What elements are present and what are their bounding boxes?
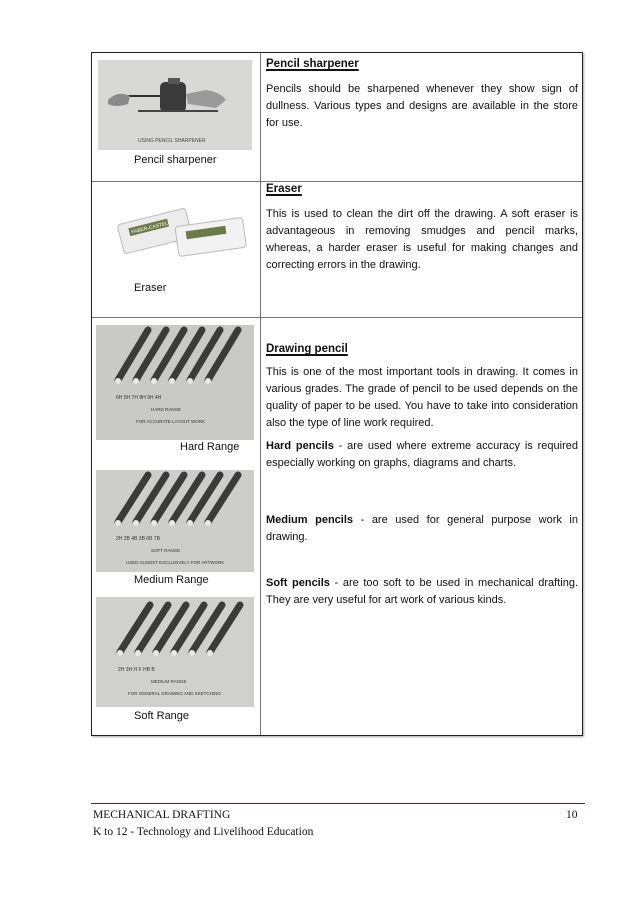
medium-range-photo: [96, 470, 254, 572]
soft-pencils-text: - are too soft to be used in mechanical drafting. They are very useful for art work of various kinds.: [266, 577, 578, 606]
pencil-sharpener-photo: [98, 60, 252, 150]
medium-pencils-description: [266, 512, 578, 546]
hard-range-photo: [96, 325, 254, 440]
medium-grades: 2H 2B 4B 3B 6B 7B: [116, 536, 160, 542]
eraser-title: Eraser: [266, 183, 302, 195]
footer-program: K to 12 - Technology and Livelihood Education: [93, 826, 314, 838]
soft-grades: 2H 3H H F HB B: [118, 667, 155, 673]
sharpener-caption: Pencil sharpener: [134, 154, 217, 166]
eraser-caption: Eraser: [134, 282, 167, 294]
soft-range-photo: [96, 597, 254, 707]
column-divider: [260, 53, 261, 735]
eraser-photo: [110, 192, 250, 268]
drawing-pencil-title: Drawing pencil: [266, 343, 348, 355]
footer-rule: [91, 803, 585, 804]
medium-pencils-term: Medium pencils: [266, 514, 354, 526]
hard-photo-label: HARD RANGE: [151, 407, 182, 412]
hard-pencils-description: [266, 438, 578, 472]
sharpener-description: Pencils should be sharpened whenever they show sign of dullness. Various types and designs are available in the store for use.: [266, 83, 578, 129]
soft-pencils-description: [266, 575, 578, 609]
soft-photo-label: MEDIUM RANGE: [151, 679, 187, 684]
eraser-photo-text: FABER-CASTELL: [130, 220, 172, 236]
medium-pencils-text: - are used for general purpose work in drawing.: [266, 514, 578, 543]
hard-photo-sub: FOR ACCURATE LAYOUT WORK: [136, 419, 206, 424]
soft-pencils-term: Soft pencils: [266, 577, 330, 589]
row-divider: [92, 317, 582, 318]
footer-subject: MECHANICAL DRAFTING: [93, 809, 231, 821]
medium-photo-sub: USED ALMOST EXCLUSIVELY FOR ARTWORK: [126, 560, 225, 565]
row-divider: [92, 181, 582, 182]
hard-range-caption: Hard Range: [180, 441, 240, 453]
eraser-description: This is used to clean the dirt off the drawing. A soft eraser is advantageous in removing smudges and pencil marks, whereas, a harder eraser is useful for making changes and correcting errors in the drawing.: [266, 208, 578, 271]
sharpener-photo-text: USING PENCIL SHARPENER: [138, 138, 206, 144]
drawing-pencil-description: This is one of the most important tools in drawing. It comes in various grades. The grade of pencil to be used depends on the quality of paper to be used. You have to take into consideration also the type of line work required.: [266, 366, 578, 429]
medium-photo-label: SOFT RANGE: [151, 548, 181, 553]
soft-photo-sub: FOR GENERAL DRAWING AND SKETCHING: [128, 691, 221, 696]
sharpener-title: Pencil sharpener: [266, 58, 359, 70]
medium-range-caption: Medium Range: [134, 574, 209, 586]
hard-pencils-term: Hard pencils: [266, 440, 334, 452]
hard-pencils-text: - are used where extreme accuracy is required especially working on graphs, diagrams and charts.: [266, 440, 578, 469]
page-number: 10: [566, 809, 578, 821]
hard-grades: 6H 5H 7H 8H 9H 4H: [116, 395, 162, 401]
soft-range-caption: Soft Range: [134, 710, 190, 722]
